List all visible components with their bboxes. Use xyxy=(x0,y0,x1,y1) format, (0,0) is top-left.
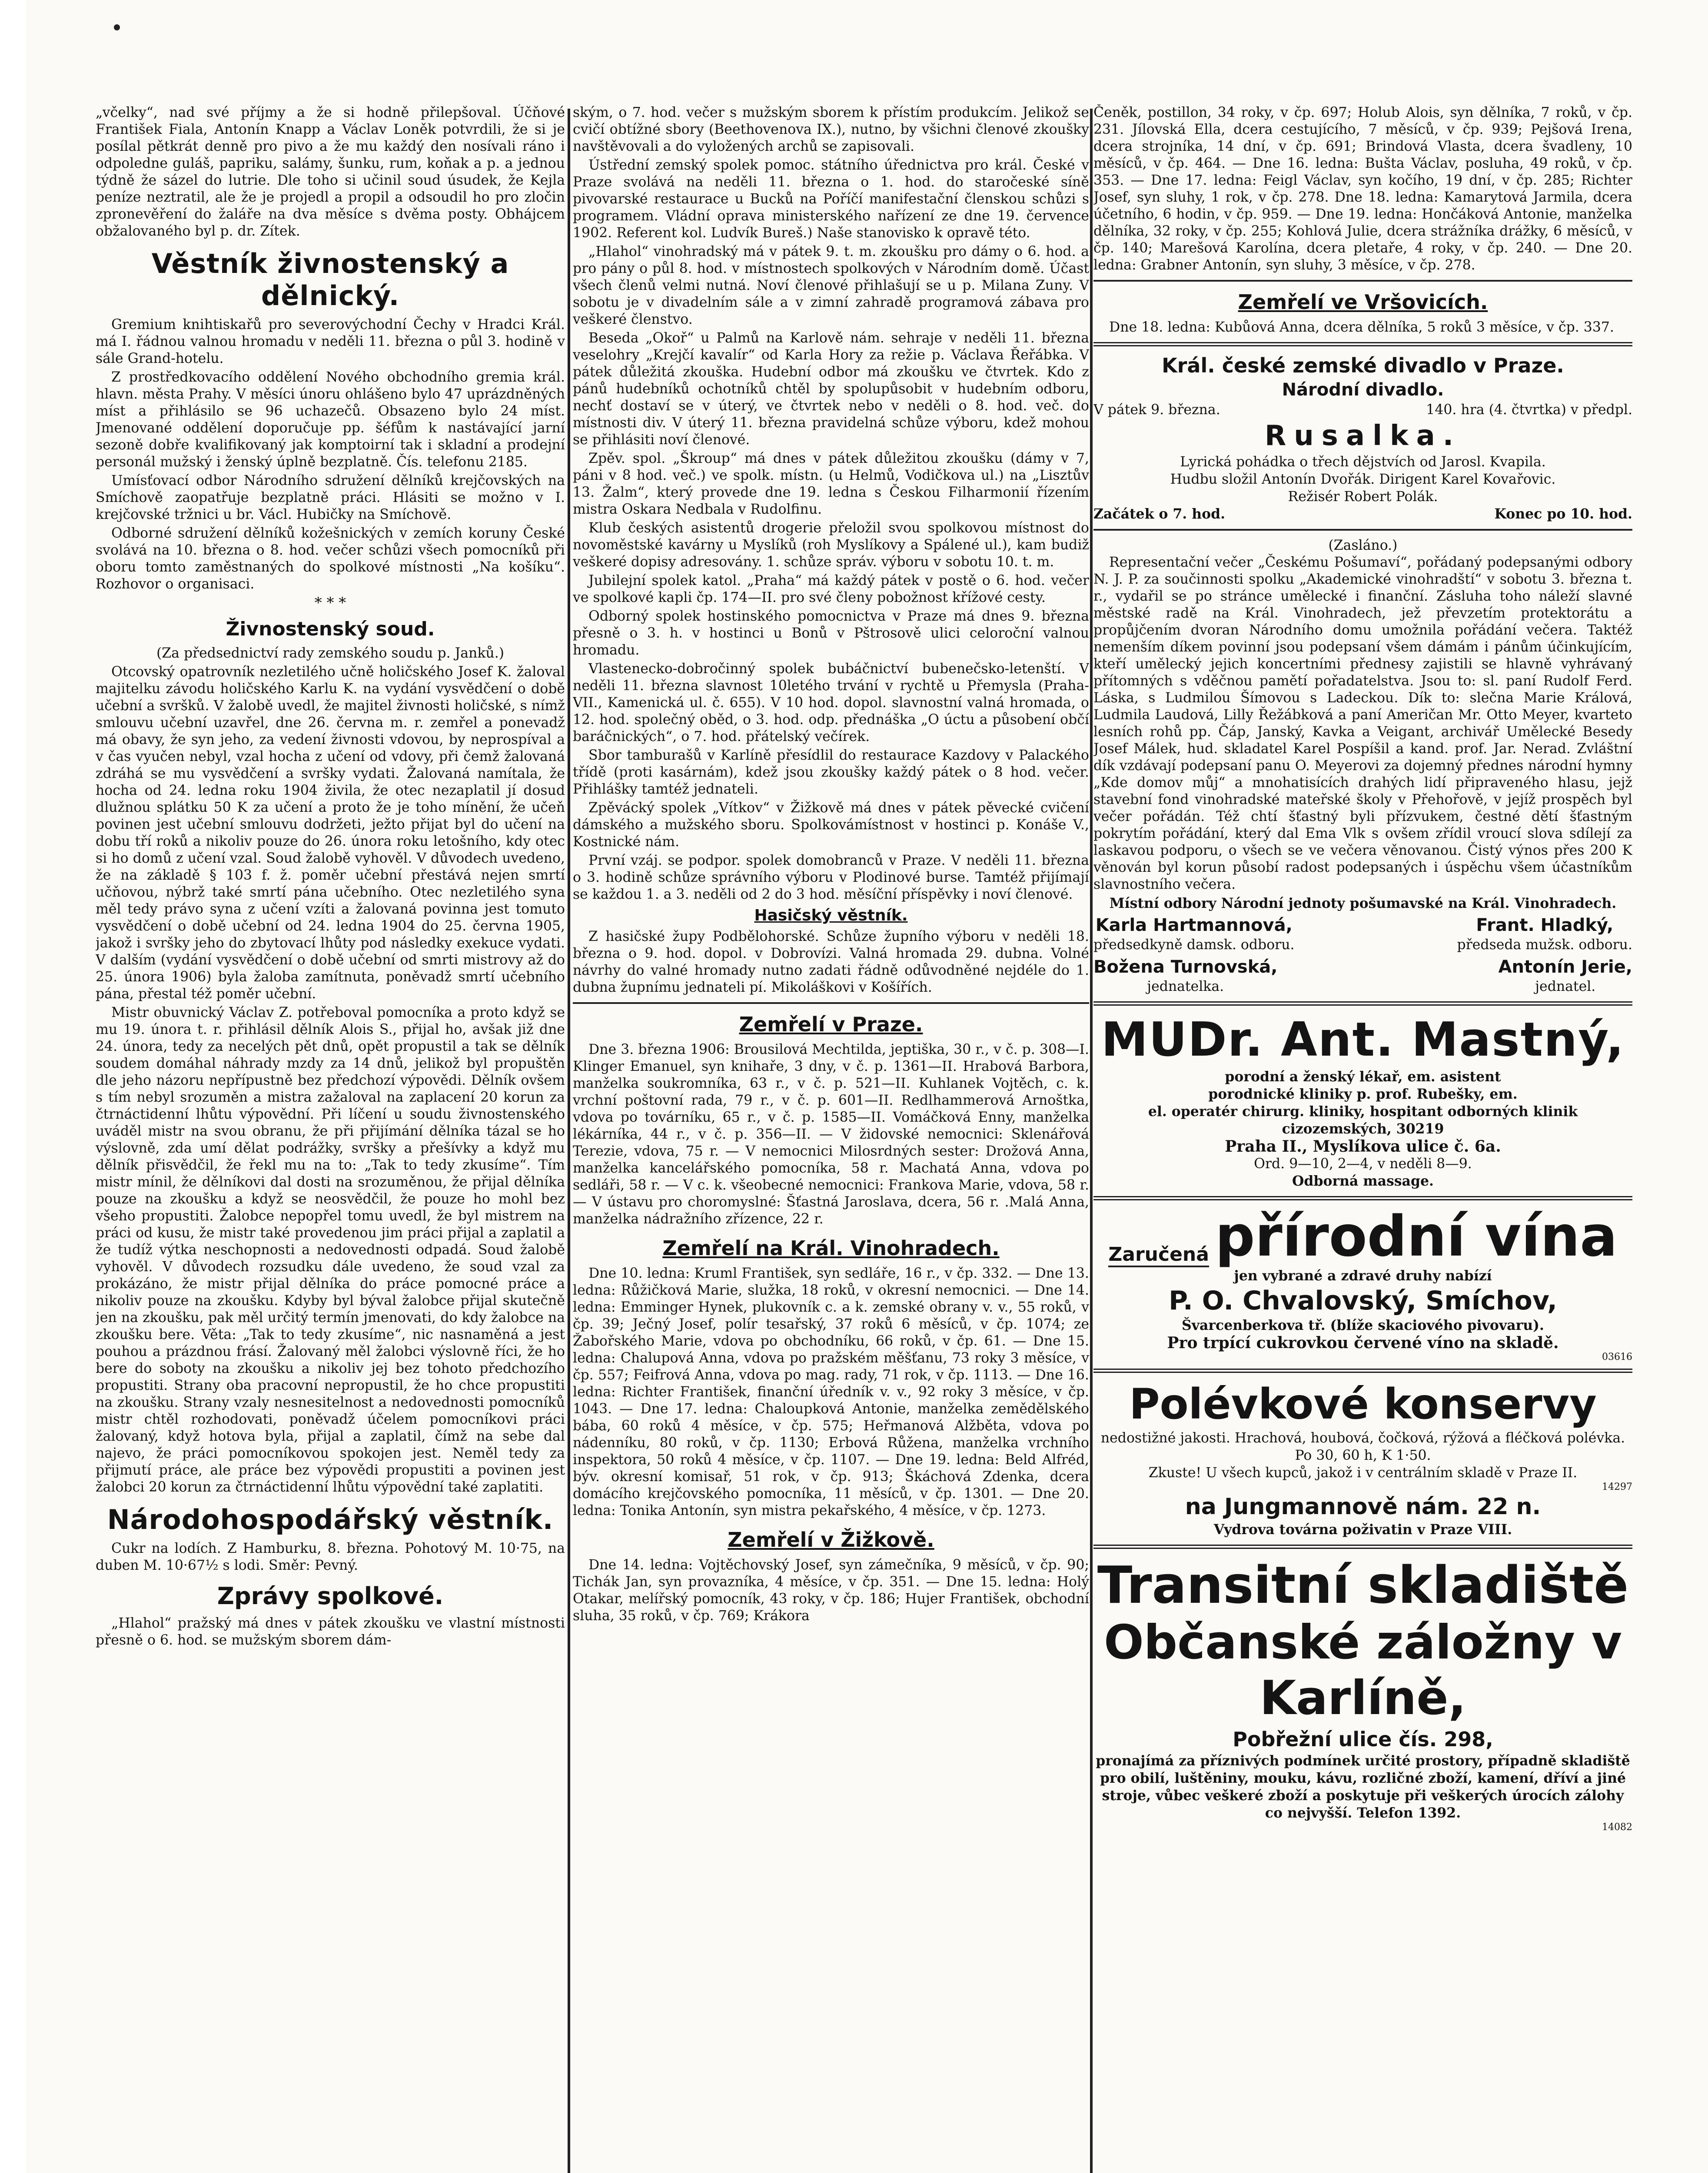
text-paragraph: První vzáj. se podpor. spolek domobranců v Praze. V neděli 11. března o 3. hodině schůze správního výboru v Plodinové burse. Tamtéž přijímají se každou 1. a 3. neděli od 2 do 3 hod. měsíční příspěvky i noví členové. xyxy=(573,853,1089,902)
text-paragraph: Jubilejní spolek katol. „Praha“ má každý pátek v postě o 6. hod. večer ve spolkové kapli čp. 174—II. pro své členy pobožnost křížové cesty. xyxy=(573,573,1089,605)
text-paragraph: Ústřední zemský spolek pomoc. státního úřednictva pro král. České v Praze svolává na neděli 11. března o 1. hod. do staročeské síně pivovarské restaurace u Bucků na Poříčí manifestační členskou schůzi s programem. Vládní oprava ministerského nařízení ze dne 19. července 1902. Referent kol. Ludvík Bureš.) Naše stanovisko k opravě této. xyxy=(573,157,1089,241)
ad-headline-small: Zaručená xyxy=(1108,1244,1209,1267)
section-heading-hasicsky: Hasičský věstník. xyxy=(754,907,908,924)
theatre-desc: Lyrická pohádka o třech dějstvích od Jarosl. Kvapila. xyxy=(1180,454,1546,470)
text-paragraph: Čeněk, postillon, 34 roky, v čp. 697; Holub Alois, syn dělníka, 7 roků, v čp. 231. Jílovská Ella, dcera cestujícího, 7 měsíců, v čp. 939; Pejšová Irena, dcera strojníka, 14 dní, v čp. 691; Brindová Vlasta, dcera švadleny, 10 měsíců, v čp. 464. — Dne 16. ledna: Bušta Václav, posluha, 49 roků, v čp. 353. — Dne 17. ledna: Feigl Václav, syn kočího, 19 dní, v čp. 285; Richter Josef, syn sluhy, 1 rok, v čp. 278. Dne 18. ledna: Kamarytová Jarmila, dcera účetního, 6 hodin, v čp. 959. — Dne 19. ledna: Hončáková Antonie, manželka dělníka, 32 roky, v čp. 255; Kohlová Julie, dcera strážníka drážky, 6 měsíců, v čp. 140; Marešová Karolína, dcera pletaře, 4 roky, v čp. 240. — Dne 20. ledna: Grabner Antonín, syn sluhy, 3 měsíce, v čp. 278. xyxy=(1093,105,1632,273)
text-paragraph: Cukr na lodích. Z Hamburku, 8. března. Pohotový M. 10·75, na duben M. 10·67½ s lodi. Směr: Pevný. xyxy=(96,1541,565,1573)
text-paragraph: Sbor tamburašů v Karlíně přesídlil do restaurace Kazdovy v Palackého třídě (proti kasárnám), kdež jsou zkoušky každý pátek o 8 hod. večer. Přihlášky tamtéž jednateli. xyxy=(573,748,1089,797)
theatre-subtitle: Národní divadlo. xyxy=(1282,380,1444,400)
text-paragraph: Umísťovací odbor Národního sdružení dělníků krejčovských na Smíchově zaopatřuje bezplatně práci. Hlásiti se možno v I. krejčovské tržnici u br. Václ. Hubičky na Smíchově. xyxy=(96,473,565,522)
column-rule xyxy=(1090,109,1093,2173)
signature xyxy=(1093,956,1278,995)
text-paragraph: Representační večer „Českému Pošumaví“, pořádaný podepsanými odbory N. J. P. za součinnosti spolku „Akademické vinohradští“ v sobotu 3. března t. r., vydařil se po stránce umělecké i finanční. Zásluha toho náleží slavné městské radě na Král. Vinohradech, jež převzetím protektorátu a propůjčením dvoran Národního domu umožnila pořádání večera. Taktéž nemenším díkem povinní jsou podepsaní všem dámám i pánům účinkujícím, kteří umělecký jejich koncertními přednesy zajistili se hlavně vyhrávaný přítomných s vděčnou pamětí pořadatelstva. Jsou to: sl. paní Rudolf Ferd. Láska, s Ludmilou Šímovou s Ladeckou. Dík to: slečna Marie Králová, Ludmila Laudová, Lilly Řežábková a paní Američan Mr. Otto Meyer, kvarteto lesních rohů pp. Čáp, Janský, Kavka a Veigant, archivář Umělecké Besedy Josef Málek, hud. skladatel Karel Pospíšil a kand. prof. Jar. Nerad. Zvláštní dík vzdávají podepsaní panu O. Meyerovi za dojemný přednes národní hymny „Kde domov můj“ a mnohatisících drahých lidí připraveného hlasu, jejž stavební fond vinohradské mateřské školy v Přehořově, v jejíž prospěch byl večer pořádán. Též chtí šťastný byli přízvukem, čestné dětí šťastným pokrytím pořádání, který dal Ema Vlk s ovšem zřídil vroucí slova sdílejí za laskavou podporu, o všech se ve večera věnovanou. Čistý výnos přes 200 K věnován byl korun působí radost podepsaných i úspěchu všem účastníkům slavnostního večera. xyxy=(1093,555,1632,892)
text-paragraph: Gremium knihtiskařů pro severovýchodní Čechy v Hradci Král. má I. řádnou valnou hromadu v neděli 11. března o půl 3. hodině v sále Grand-hotelu. xyxy=(96,317,565,366)
signature-row xyxy=(1093,956,1632,995)
hole-punch-dot xyxy=(114,24,120,30)
theatre-date-row xyxy=(1093,401,1632,419)
theatre-desc: Hudbu složil Antonín Dvořák. Dirigent Karel Kovařovic. xyxy=(1170,472,1556,487)
ad-headline: Občanské záložny v Karlíně, xyxy=(1103,1615,1622,1725)
text-paragraph: Mistr obuvnický Václav Z. potřeboval pomocníka a proto když se mu 19. února t. r. přihlásil dělník Alois S., přijal ho, avšak již dne 24. února, tedy za necelých pět dnů, opět propustil a tak se dělník soudem domáhal náhrady mzdy za 14 dnů, jelikož byl propuštěn dle jeho názoru nepřípustně bez předchozí výpovědi. Dělník ovšem s tím nebyl srozuměn a mistra zažaloval na zaplacení 20 korun za čtrnáctidenní lhůtu výpovědní. Při líčení u soudu živnostenského uváděl mistr na svou obranu, že při přijímání dělníka tázal se ho výslovně, zda umí dělat podrážky, svršky a přešívky a když mu dělník přisvědčil, že řekl mu na to: „Tak to tedy zkusíme“. Tím mistr mínil, že dělníkovi dal dosti na srozuměnou, že přijal dělníka pouze na zkoušku a když se neosvědčil, že pouze ho mohl bez všeho propustiti. Žalobce nepopřel tomu uvedl, že byl mistrem na práci od kusu, že mistr také provedenou jim práci přijal a zaplatil a že tudíž výtka neschopnosti a nedovednosti odpadá. Soud žalobě vyhověl. V důvodech rozsudku dále uvedeno, že soud vzal za prokázáno, že mistr přijal dělníka do práce pomocné práce a nikoliv pouze na zkoušku. Kdyby byl býval žalobce přijal skutečně jen na zkoušku, pak měl určitý termín jmenovati, do kdy žalobce na zkoušku bere. Věta: „Tak to tedy zkusíme“, nic nasnaměná a jest pouhou a prázdnou frásí. Žalovaný měl žalobci výslovně říci, že ho bere do soboty na zkoušku a nikoliv jej bez tohoto předchozího propustiti. Strany oba pracovní nepropustil, že ho chce propustiti na zkoušku. Strany vzaly nesnesitelnost a nedovednosti pomocníků mistr chtěl rozhodovati, poněvadž účelem pomocníkovi práci žalovaný, když hotova byla, přijal a zaplatil, čímž na sebe dal najevo, že práci pomocníkovou spokojen jest. Neměl tedy za přijmutí práce, ale práce bez výpovědi propustiti a povinen jest žalobci 20 korun za čtrnáctidenní lhůtu výpovědní také zaplatiti. xyxy=(96,1005,565,1495)
ad-mudr-mastny xyxy=(1093,1012,1632,1190)
text-paragraph: ským, o 7. hod. večer s mužským sborem k přístím produkcím. Jelikož se cvičí obtížné sbory (Beethovenova IX.), nutno, by všichni členové zkoušky navštěvovali a do vyložených archů se zapisovali. xyxy=(573,105,1089,154)
signature-role: předseda mužsk. odboru. xyxy=(1457,937,1632,953)
ad-line: el. operatér chirurg. kliniky, hospitant odborných klinik cizozemských, 30219 xyxy=(1148,1103,1578,1137)
signature xyxy=(1093,914,1295,954)
signature-name: Frant. Hladký, xyxy=(1476,915,1614,935)
ad-headline: Transitní skladiště xyxy=(1097,1555,1629,1615)
text-paragraph: Klub českých asistentů drogerie přeložil svou spolkovou místnost do novoměstské kavárny u Myslíků (roh Myslíkovy a Spálené ul.), kam budiž veškeré dopisy adresovány. 1. schůze správ. výboru v sobotu 10. t. m. xyxy=(573,520,1089,570)
text-paragraph: Dne 3. března 1906: Brousilová Mechtilda, jeptiška, 30 r., v č. p. 308—I. Klinger Emanuel, syn knihaře, 3 dny, v č. p. 1361—II. Hrabová Barbora, manželka soukromníka, 63 r., v č. p. 521—II. Kuhlanek Vojtěch, c. k. vrchní poštovní rada, 79 r., v č. p. 601—II. Redlhammerová Arnoštka, vdova po továrníku, 65 r., v č. p. 1585—II. Vomáčková Enny, manželka lékárníka, 44 r., v č. p. 356—II. — V židovské nemocnici: Sklenářová Terezie, vdova, 75 r. — V nemocnici Milosrdných sester: Drožová Anna, manželka kancelářského pomocníka, 58 r. Machatá Anna, vdova po sedláři, 58 r. — V c. k. všeobecné nemocnici: Frankova Marie, vdova, 58 r. — V ústavu pro choromyslné: Šťastná Jaroslava, dcera, 56 r. .Malá Anna, manželka nádražního zřízence, 22 r. xyxy=(573,1042,1089,1227)
ad-line: nedostižné jakosti. Hrachová, houbová, čočková, rýžová a fléčková polévka. Po 30, 60 h, K 1·50. xyxy=(1100,1430,1625,1463)
ad-headline: MUDr. Ant. Mastný, xyxy=(1101,1013,1625,1067)
divider xyxy=(1093,280,1632,282)
ad-line: jen vybrané a zdravé druhy nabízí xyxy=(1234,1268,1492,1284)
ad-headline-row xyxy=(1093,1206,1632,1267)
ad-firm: P. O. Chvalovský, Smíchov, xyxy=(1169,1286,1557,1316)
text-paragraph: Zpěv. spol. „Škroup“ má dnes v pátek důležitou zkoušku (dámy v 7, páni v 8 hod. več.) ve spolk. místn. (u Helmů, Vodičkova ul.) na „Lisztův 13. Žalm“, který provede dne 19. ledna s Českou Filharmonií řízením mistra Oskara Nedbala v Rudolfinu. xyxy=(573,451,1089,517)
text-paragraph: „Hlahol“ vinohradský má v pátek 9. t. m. zkoušku pro dámy o 6. hod. a pro pány o půl 8. hod. v místnostech spolkových v Národním domě. Účast všech členů velmi nutná. Noví členové přihlašují se u p. Milana Zuny. V sobotu je v divadelním sále a v zimní zahradě programová zábava pro veškeré členstvo. xyxy=(573,244,1089,327)
double-divider xyxy=(1093,1369,1632,1373)
odbory-line: Místní odbory Národní jednoty pošumavské na Král. Vinohradech. xyxy=(1109,895,1617,911)
ad-line: Vydrova továrna poživatin v Praze VIII. xyxy=(1213,1522,1512,1538)
ad-line: Praha II., Myslíkova ulice č. 6a. xyxy=(1225,1137,1501,1156)
text-paragraph: Dne 14. ledna: Vojtěchovský Josef, syn zámečníka, 9 měsíců, v čp. 90; Tichák Jan, syn provazníka, 4 měsíce, v čp. 351. — Dne 15. ledna: Holý Otakar, melířský pomocník, 43 roky, v čp. 186; Hujer František, obchodní sluha, 35 roků, v čp. 769; Krákora xyxy=(573,1557,1089,1624)
text-paragraph: Dne 10. ledna: Kruml František, syn sedláře, 16 r., v čp. 332. — Dne 13. ledna: Růžičková Marie, služka, 18 roků, v okresní nemocnici. — Dne 14. ledna: Emminger Hynek, plukovník c. a k. zemské obrany v. v., 55 roků, v čp. 39; Ječný Josef, polír tesařský, 37 roků 6 měsíců, v čp. 1074; ze Žabořského Marie, vdova po obchodníku, 66 roků, v čp. 61. — Dne 15. ledna: Chalupová Anna, vdova po pražském měšťanu, 73 roky 3 měsíce, v čp. 557; Feifrová Anna, vdova po mag. rady, 71 rok, v čp. 1113. — Dne 16. ledna: Richter František, finanční úředník v. v., 92 roky 3 měsíce, v čp. 1043. — Dne 17. ledna: Chaloupková Antonie, manželka zemědělského bába, 60 roků 4 měsíce, v čp. 575; Heřmanová Alžběta, vdova po nádenníku, 80 roků, v čp. 1130; Erbová Růžena, manželka vrchního inspektora, 50 roků 4 měsíce, v čp. 1107. — Dne 19. ledna: Beld Alfréd, býv. okresní komisař, 51 rok, v čp. 913; Škáchová Zdenka, dcera domácího krejčovského pomocníka, 11 měsíců, v čp. 1301. — Dne 20. ledna: Tonika Antonín, syn mistra pekařského, 4 měsíce, v čp. 1273. xyxy=(573,1266,1089,1518)
double-divider xyxy=(1093,1545,1632,1549)
double-divider xyxy=(1093,1001,1632,1006)
signature-name: Antonín Jerie, xyxy=(1498,957,1632,977)
section-heading-zemreli-praha: Zemřelí v Praze. xyxy=(739,1013,923,1036)
text-paragraph: Z hasičské župy Podbělohorské. Schůze župního výboru v neděli 18. března o 9. hod. dopol. v Dobrovízi. Valná hromada 29. dubna. Volné návrhy do valné hromady nutno zadati řádně odůvodněné nejdéle do 1. dubna župnímu jednateli pí. Mikoláškovi v Košířích. xyxy=(573,929,1089,995)
section-subheading: (Za předsednictví rady zemského soudu p. Janků.) xyxy=(156,645,505,661)
ad-address: Pobřežní ulice čís. 298, xyxy=(1233,1728,1493,1751)
theatre-end: Konec po 10. hod. xyxy=(1494,506,1632,522)
text-paragraph: Dne 18. ledna: Kubůová Anna, dcera dělníka, 5 roků 3 měsíce, v čp. 337. xyxy=(1109,319,1614,335)
ad-number: 14082 xyxy=(1602,1822,1632,1833)
ad-line: Ord. 9—10, 2—4, v neděli 8—9. xyxy=(1254,1156,1472,1172)
text-paragraph: Zpěvácký spolek „Vítkov“ v Žižkově má dnes v pátek pěvecké cvičení dámského a mužského sboru. Spolkovámístnost v hostinci p. Konáše V., Kostnické nám. xyxy=(573,800,1089,850)
ad-address: na Jungmannově nám. 22 n. xyxy=(1185,1494,1541,1520)
text-paragraph: Odborný spolek hostinského pomocnictva v Praze má dnes 9. března přesně o 3. h. v hostinci u Bonů v Pštrosově ulici celoroční valnou hromadu. xyxy=(573,608,1089,658)
ad-number: 14297 xyxy=(1602,1482,1632,1492)
ad-polevkove-konservy xyxy=(1093,1379,1632,1538)
section-heading-zpravy-spolkove: Zprávy spolkové. xyxy=(217,1582,444,1610)
signature-name: Božena Turnovská, xyxy=(1093,957,1278,977)
signature xyxy=(1499,956,1632,995)
signature-role: jednatel. xyxy=(1535,979,1596,994)
ad-line: pronajímá za příznivých podmínek určité prostory, případně skladiště pro obilí, luštěniny, mouku, kávu, rozličné zboží, kamení, dříví a jiné stroje, vůbec veškeré zboží a poskytuje při veškerých úrocích zálohy co nejvyšší. Telefon 1392. xyxy=(1096,1753,1630,1821)
section-heading-narodohospodarsky: Národohospodářský věstník. xyxy=(107,1504,554,1535)
section-heading-zemreli-zizkov: Zemřelí v Žižkově. xyxy=(728,1528,934,1552)
double-divider xyxy=(1093,342,1632,346)
theatre-performance: 140. hra (4. čtvrtka) v předpl. xyxy=(1426,402,1632,418)
zaslano-label: (Zasláno.) xyxy=(1328,538,1398,553)
theatre-title: Král. české zemské divadlo v Praze. xyxy=(1162,354,1564,377)
section-heading-vestnik-zivnostensky: Věstník živnostenský a dělnický. xyxy=(151,248,509,312)
ad-line: Švarcenberkova tř. (blíže skaciového pivovaru). xyxy=(1181,1317,1545,1333)
signature-row xyxy=(1093,914,1632,954)
column-3 xyxy=(1093,104,1632,2173)
text-paragraph: Z prostředkovacího oddělení Nového obchodního gremia král. hlavn. města Prahy. V měsíci únoru ohlášeno bylo 47 uprázdněných míst a přihlásilo se 96 uchazečů. Obsazeno bylo 24 míst. Jmenované oddělení doporučuje pp. šéfům k nastávající jarní sezoně dobře kvalifikovaný jak komptoirní tak i skladní a prodejní personál mužský i ženský úplně bezplatně. Čís. telefonu 2185. xyxy=(96,369,565,470)
theatre-desc: Režisér Robert Polák. xyxy=(1288,489,1438,505)
page-edge xyxy=(0,0,26,2173)
text-paragraph: Beseda „Okoř“ u Palmů na Karlově nám. sehraje v neděli 11. března veselohry „Krejčí kavalír“ od Karla Hory za režie p. Václava Řeřábka. V pátek důležitá zkouška. Hudební odbor má zkoušku ve čtvrtek. Kdo z pánů hudebníků ochotníků chtěl by spolupůsobit v hudebním odboru, nechť dostaví se v úterý, ve čtvrtek nebo v neděli o 8. hod. več. do místnosti div. V úterý 11. března pravidelná schůze výboru, kdež mohou se přihlásiti noví členové. xyxy=(573,330,1089,448)
ad-line: Pro trpící cukrovkou červené víno na skladě. xyxy=(1167,1334,1559,1352)
ad-headline: Polévkové konservy xyxy=(1129,1380,1597,1429)
signature-role: předsedkyně damsk. odboru. xyxy=(1093,937,1295,953)
section-heading-zemreli-vinohrady: Zemřelí na Král. Vinohradech. xyxy=(662,1236,1000,1260)
double-divider xyxy=(1093,1196,1632,1200)
section-heading-zivnostensky-soud: Živnostenský soud. xyxy=(226,618,435,640)
theatre-times xyxy=(1093,505,1632,523)
column-2 xyxy=(573,104,1089,2173)
ad-line: porodnické kliniky p. prof. Rubešky, em. xyxy=(1208,1086,1518,1102)
ad-line: Odborná massage. xyxy=(1292,1173,1434,1189)
signature-role: jednatelka. xyxy=(1147,979,1224,994)
text-paragraph: Odborné sdružení dělníků kožešnických v zemích koruny České svolává na 10. března o 8. hod. večer schůzi všech pomocníků při oboru tomto zaměstnaných do spolkové místnosti „Na košíku“. Rozhovor o organisaci. xyxy=(96,525,565,592)
ad-transitni-skladiste xyxy=(1093,1555,1632,1833)
ad-prirodni-vina xyxy=(1093,1206,1632,1362)
ad-headline: přírodní vína xyxy=(1215,1204,1618,1269)
text-paragraph: „Hlahol“ pražský má dnes v pátek zkoušku ve vlastní místnosti přesně o 6. hod. se mužským sborem dám- xyxy=(96,1615,565,1648)
divider xyxy=(573,1002,1089,1004)
theatre-start: Začátek o 7. hod. xyxy=(1093,506,1226,522)
text-paragraph: Vlastenecko-dobročinný spolek bubáčnictví bubenečsko-letenští. V neděli 11. března slavnost 10letého trvání v rychtě u Přemysla (Praha-VII., Kamenická ul. č. 655). V 10 hod. dopol. slavnostní valná hromada, o 12. hod. společný oběd, o 3. hod. odp. přednáška „O úctu a působení občí baráčnických“, o 7. hod. přátelský večírek. xyxy=(573,661,1089,744)
text-paragraph: „včelky“, nad své příjmy a že si hodně přilepšoval. Účňové František Fiala, Antonín Knapp a Václav Loněk potvrdili, že si je posílal pětkrát denně pro pivo a že mu každý den nosívali ráno i odpoledne guláš, papriku, salámy, šunku, rum, koňak a p. a jednou týdně že sázel do lutrie. Dle toho si učinil soud úsudek, že Kejla peníze neztratil, ale že je projedl a propil a odsoudil ho pro zločin zpronevěření do žaláře na dva měsíce s dvěma posty. Obhájcem obžalovaného byl p. dr. Zítek. xyxy=(96,105,565,239)
section-heading-zemreli-vrsovice: Zemřelí ve Vršovicích. xyxy=(1238,290,1488,314)
divider xyxy=(1093,529,1632,531)
theatre-date: V pátek 9. března. xyxy=(1093,402,1220,418)
signature-name: Karla Hartmannová, xyxy=(1095,915,1293,935)
ad-line: porodní a ženský lékař, em. asistent xyxy=(1225,1069,1501,1085)
column-rule xyxy=(568,109,570,2173)
separator-stars: * * * xyxy=(314,594,346,611)
opera-title: Rusalka. xyxy=(1264,420,1462,452)
column-1 xyxy=(96,104,565,2173)
ad-number: 03616 xyxy=(1602,1352,1632,1362)
ad-line: Zkuste! U všech kupců, jakož i v centrálním skladě v Praze II. xyxy=(1148,1465,1578,1481)
text-paragraph: Otcovský opatrovník nezletilého učně holičského Josef K. žaloval majitelku závodu holičského Karlu K. na vydání vysvědčení o době učební a svršků. V žalobě uvedl, že majitel živnosti holičské, s nímž smlouvu učební uzavřel, dne 26. června m. r. zemřel a ponevadž má obavy, že syn jeho, za vedení živnosti vdovou, by neprospíval a v čas vyučen nebyl, vzal hocha z učení od vdovy, při čemž žalovaná zdráhá se mu vysvědčení a svršky vydati. Žalovaná namítala, že hocha od 24. ledna roku 1904 živila, že otec nezaplatil jí dosud dlužnou splátku 50 K za učení a proto že je toho mínění, že učeň povinen jest učební smlouvu dodržeti, ježto přijat byl do učení na dobu tří roků a nikoliv pouze do 26. února roku letošního, kdy otec si ho domů z učení vzal. Soud žalobě vyhověl. V důvodech uvedeno, že na základě § 103 f. ž. poměr učební přestává nejen smrtí učňovou, nýbrž také smrtí pána učebního. Otec nezletilého syna měl tedy právo syna z učení vzíti a žalovaná povinna jest tomuto vysvědčení o době učební od 24. ledna 1904 do 25. června 1905, jakož i svršky jeho do zbytovací lhůty pod následky exekuce vydati. V dalším (vydání vysvědčení o době učební od smrti mistrovy až do 25. února 1906) byla žaloba zamítnuta, poněvadž smrtí učebního pána, přestal též poměr učební. xyxy=(96,664,565,1002)
signature xyxy=(1457,914,1632,954)
